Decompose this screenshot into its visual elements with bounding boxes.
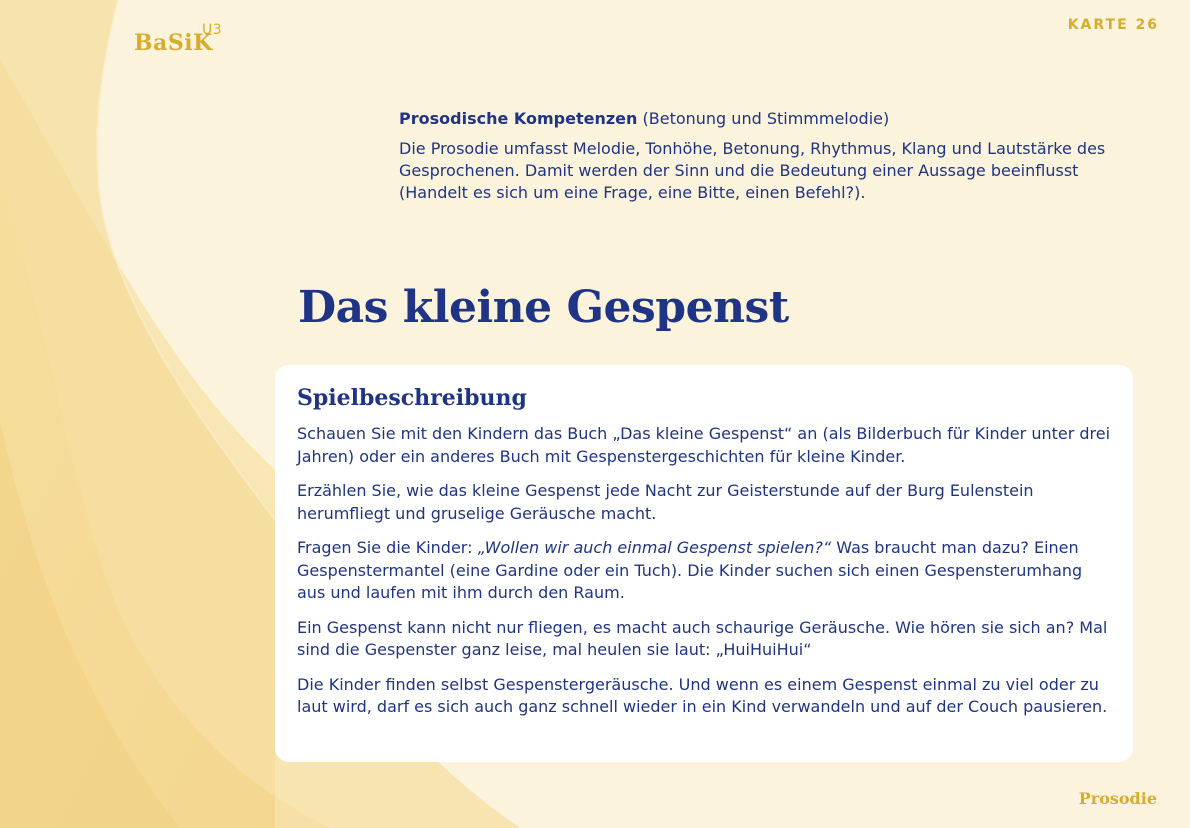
paragraph-1: Schauen Sie mit den Kindern das Buch „Das kleine Gespenst“ an (als Bilderbuch für Kinder unter drei Jahren) oder ein anderes Buch mit Gespenstergeschichten für kleine Kinder.: [297, 424, 1111, 466]
footer-category: Prosodie: [1078, 789, 1157, 808]
intro-heading: [399, 108, 1119, 130]
intro-heading-bold: Prosodische Kompetenzen: [399, 109, 638, 128]
page-title: Das kleine Gespenst: [298, 282, 789, 333]
paragraph-3-lead: Fragen Sie die Kinder:: [297, 538, 478, 557]
logo-superscript: U3: [202, 22, 223, 38]
card-body: [297, 423, 1113, 731]
paragraph-4: Ein Gespenst kann nicht nur fliegen, es macht auch schaurige Geräusche. Wie hören sie sich an? Mal sind die Gespenster ganz leise, mal heulen sie laut: „HuiHuiHui“: [297, 617, 1108, 659]
paragraph-3-quote: „Wollen wir auch einmal Gespenst spielen?“: [477, 538, 832, 557]
game-description-card: [275, 365, 1133, 762]
intro-section: [399, 108, 1119, 204]
intro-heading-rest: (Betonung und Stimmmelodie): [637, 109, 890, 128]
paragraph-3-rest: Was braucht man dazu? Einen Gespenstermantel (eine Gardine oder ein Tuch). Die Kinder suchen sich einen Gespensterumhang aus und laufen mit ihm durch den Raum.: [297, 538, 1083, 602]
paragraph-2: Erzählen Sie, wie das kleine Gespenst jede Nacht zur Geisterstunde auf der Burg Eulenstein herumfliegt und gruselige Geräusche macht.: [297, 481, 1034, 523]
paragraph-5: Die Kinder finden selbst Gespenstergeräusche. Und wenn es einem Gespenst einmal zu viel oder zu laut wird, darf es sich auch ganz schnell wieder in ein Kind verwandeln und auf der Couch pausieren.: [297, 674, 1108, 716]
intro-text: Die Prosodie umfasst Melodie, Tonhöhe, Betonung, Rhythmus, Klang und Lautstärke des Gesprochenen. Damit werden der Sinn und die Bedeutung einer Aussage beeinflusst (Handelt es sich um eine Frage, eine Bitte, einen Befehl?).: [399, 139, 1106, 202]
card-heading: Spielbeschreibung: [297, 385, 527, 411]
basik-logo: [134, 22, 223, 56]
logo-text: BaSiK: [134, 30, 213, 56]
paragraph-3: [297, 537, 1113, 605]
card-number: KARTE 26: [1067, 17, 1159, 33]
